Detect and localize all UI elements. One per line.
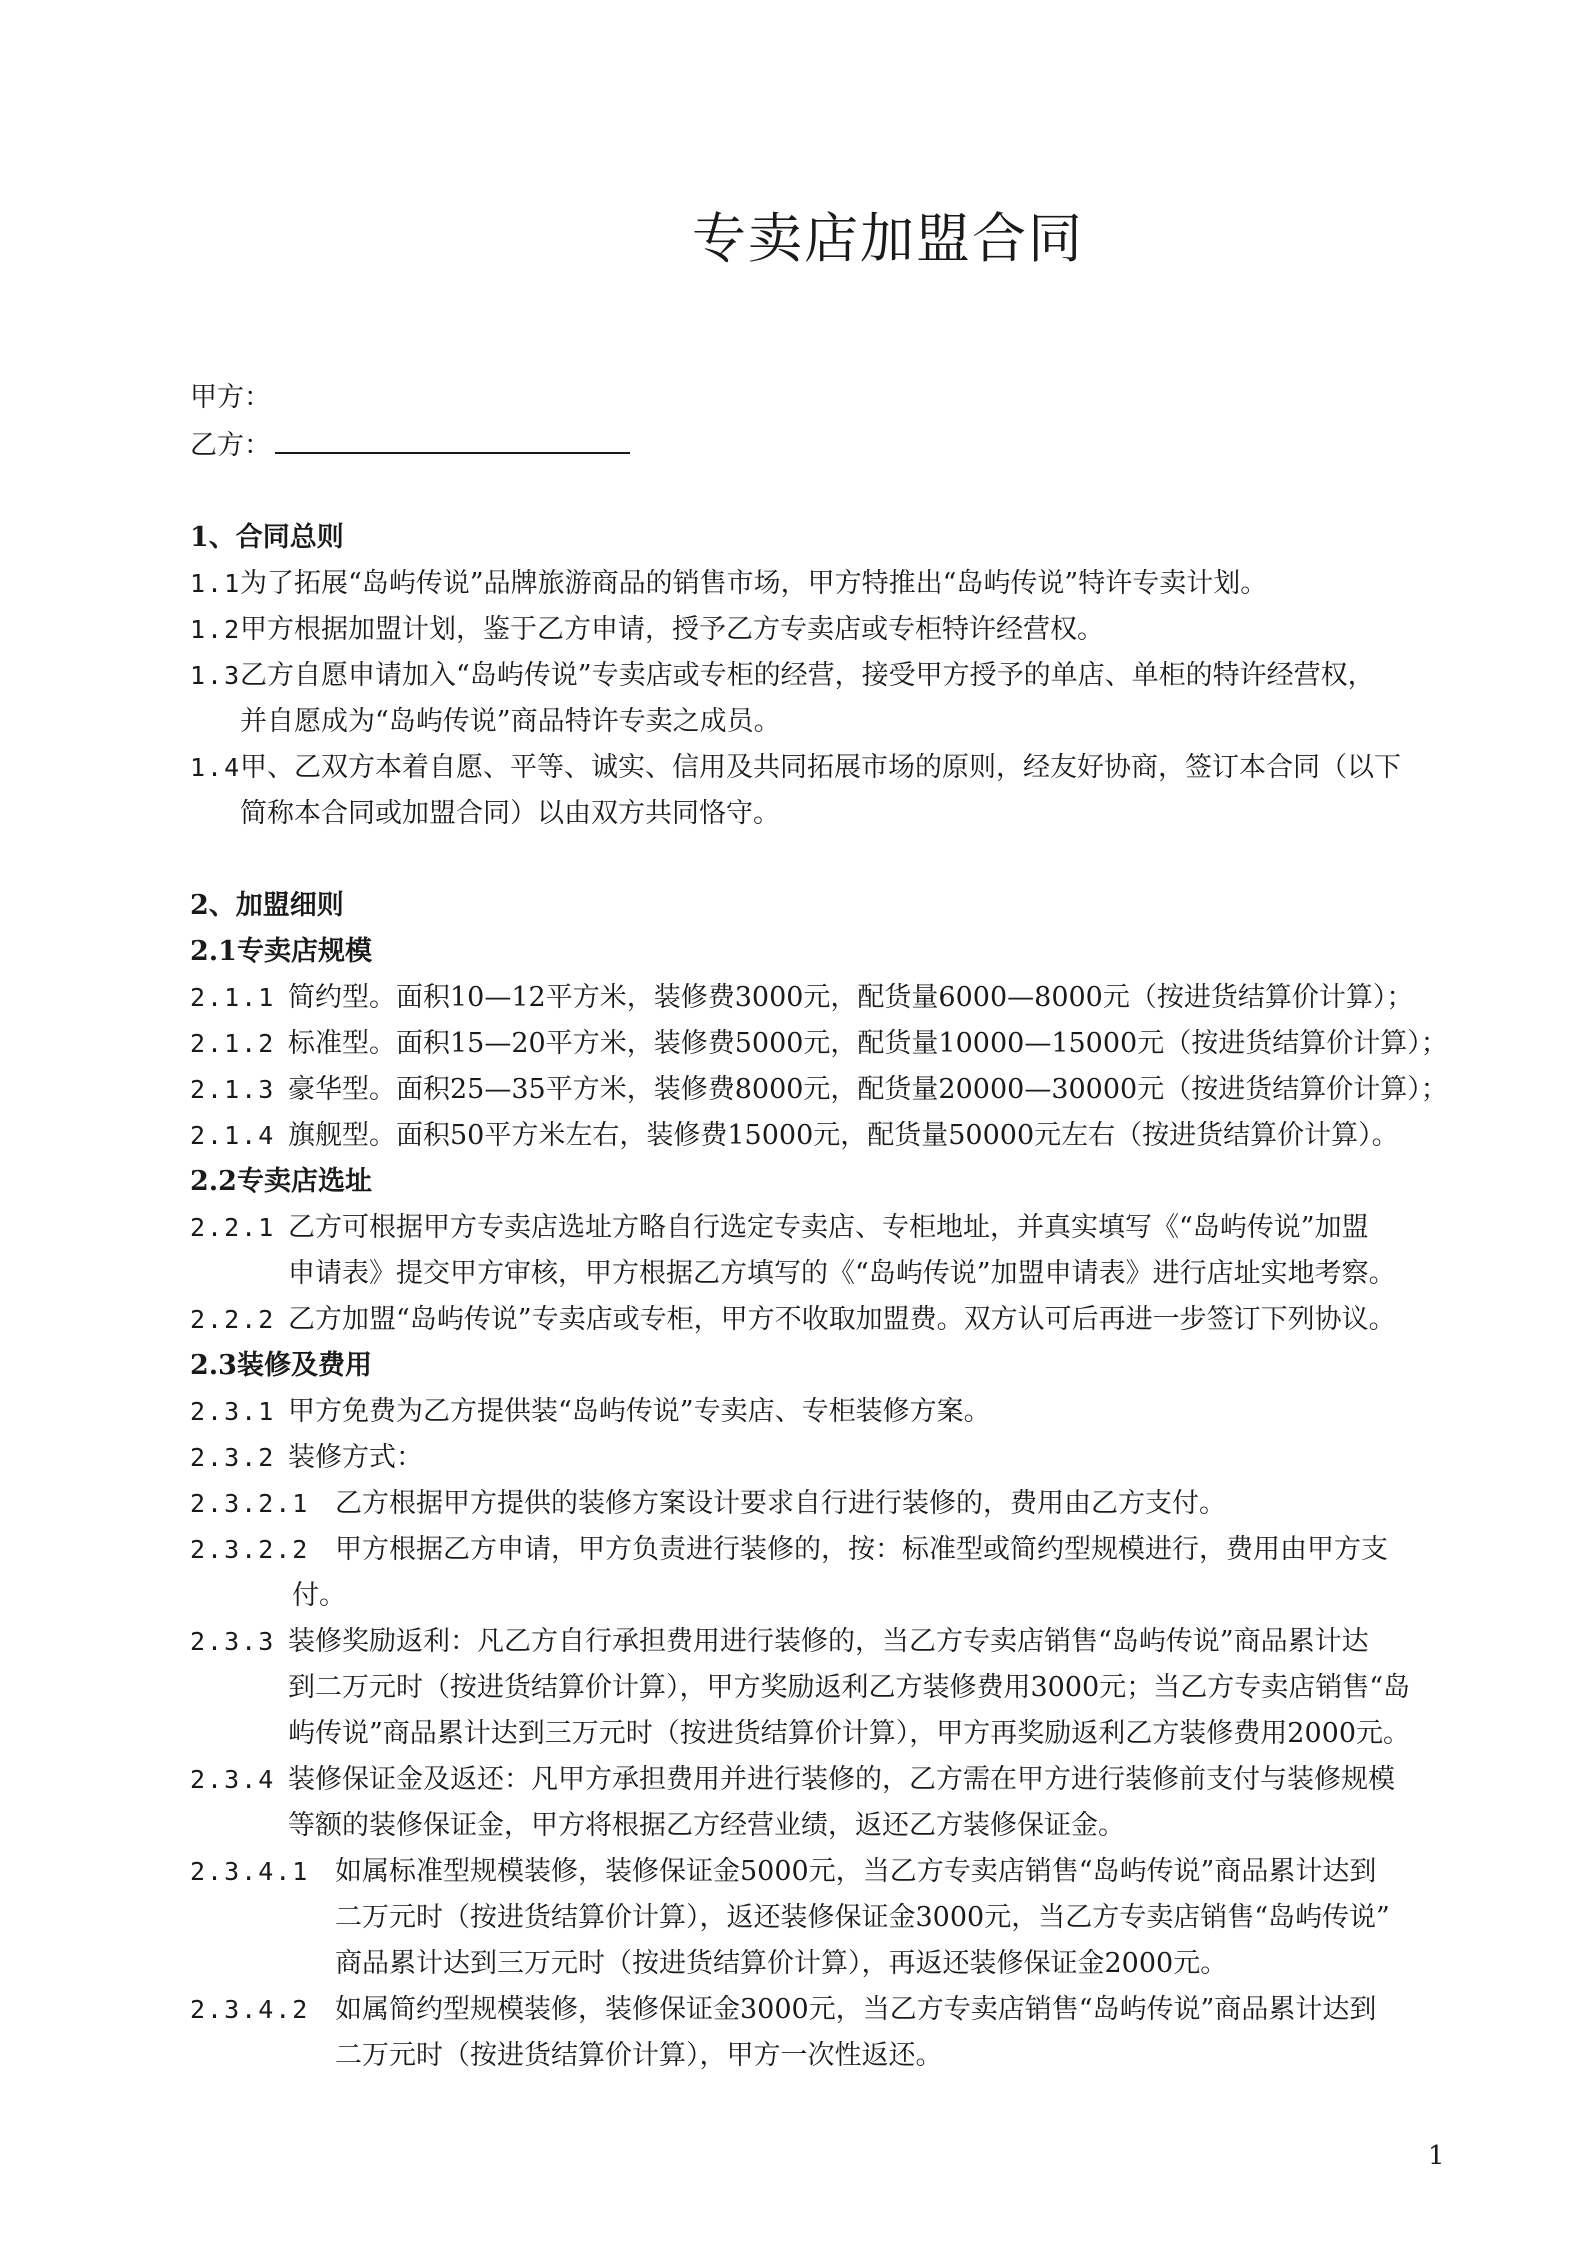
clause-text: 为了拓展“岛屿传说”品牌旅游商品的销售市场，甲方特推出“岛屿传说”特许专卖计划。 xyxy=(240,568,1268,599)
clause-number: 2.3.4.1 xyxy=(190,1857,310,1886)
clause-number: 2.1.3 xyxy=(190,1075,276,1104)
clause-2-1-1 xyxy=(190,980,1413,1016)
clause-number: 2.3.2.2 xyxy=(190,1535,310,1564)
clause-text: 乙方根据甲方提供的装修方案设计要求自行进行装修的，费用由乙方支付。 xyxy=(335,1488,1226,1519)
clause-text: 甲方免费为乙方提供装“岛屿传说”专卖店、专柜装修方案。 xyxy=(288,1396,991,1427)
clause-text: 简约型。面积10—12平方米，装修费3000元，配货量6000—8000元（按进货结算价计算）； xyxy=(288,982,1414,1013)
clause-1-3-cont: 并自愿成为“岛屿传说”商品特许专卖之成员。 xyxy=(240,706,781,737)
clause-text: 甲方根据加盟计划，鉴于乙方申请，授予乙方专卖店或专柜特许经营权。 xyxy=(240,614,1104,645)
clause-2-3-4-cont: 等额的装修保证金，甲方将根据乙方经营业绩，返还乙方装修保证金。 xyxy=(288,1810,1125,1841)
section-2-2-heading: 2.2专卖店选址 xyxy=(190,1166,372,1197)
clause-text: 标准型。面积15—20平方米，装修费5000元，配货量10000—15000元（按进货结算价计算）； xyxy=(288,1028,1448,1059)
clause-1-4 xyxy=(190,750,1401,786)
clause-text: 旗舰型。面积50平方米左右，装修费15000元，配货量50000元左右（按进货结算价计算）。 xyxy=(288,1120,1399,1151)
clause-number: 2.3.1 xyxy=(190,1397,276,1426)
clause-2-3-4-1-cont-2: 商品累计达到三万元时（按进货结算价计算），再返还装修保证金2000元。 xyxy=(335,1948,1228,1979)
clause-2-3-4-2-cont: 二万元时（按进货结算价计算），甲方一次性返还。 xyxy=(335,2040,943,2071)
clause-2-3-2-1 xyxy=(190,1486,1226,1522)
clause-text: 乙方加盟“岛屿传说”专卖店或专柜，甲方不收取加盟费。双方认可后再进一步签订下列协议。 xyxy=(288,1304,1396,1335)
clause-2-3-3-cont-1: 到二万元时（按进货结算价计算），甲方奖励返利乙方装修费用3000元；当乙方专卖店销售“岛 xyxy=(288,1672,1411,1703)
clause-text: 乙方可根据甲方专卖店选址方略自行选定专卖店、专柜地址，并真实填写《“岛屿传说”加盟 xyxy=(288,1212,1369,1243)
clause-2-3-3-cont-2: 屿传说”商品累计达到三万元时（按进货结算价计算），甲方再奖励返利乙方装修费用2000元。 xyxy=(288,1718,1411,1749)
clause-number: 1.2 xyxy=(190,615,242,644)
clause-2-1-4 xyxy=(190,1118,1399,1154)
clause-text: 豪华型。面积25—35平方米，装修费8000元，配货量20000—30000元（按进货结算价计算）； xyxy=(288,1074,1448,1105)
clause-text: 如属简约型规模装修，装修保证金3000元，当乙方专卖店销售“岛屿传说”商品累计达到 xyxy=(335,1994,1377,2025)
clause-2-3-3 xyxy=(190,1624,1369,1660)
clause-number: 1.4 xyxy=(190,753,242,782)
clause-number: 2.2.1 xyxy=(190,1213,276,1242)
clause-number: 2.1.2 xyxy=(190,1029,276,1058)
clause-text: 装修奖励返利：凡乙方自行承担费用进行装修的，当乙方专卖店销售“岛屿传说”商品累计达 xyxy=(288,1626,1369,1657)
clause-number: 2.1.4 xyxy=(190,1121,276,1150)
clause-text: 甲、乙双方本着自愿、平等、诚实、信用及共同拓展市场的原则，经友好协商，签订本合同（以下 xyxy=(240,752,1401,783)
section-1-heading: 1、合同总则 xyxy=(190,522,344,553)
clause-2-3-4-1-cont-1: 二万元时（按进货结算价计算），返还装修保证金3000元，当乙方专卖店销售“岛屿传说” xyxy=(335,1902,1390,1933)
clause-text: 装修保证金及返还：凡甲方承担费用并进行装修的，乙方需在甲方进行装修前支付与装修规模 xyxy=(288,1764,1395,1795)
party-b-label: 乙方： xyxy=(190,430,271,461)
party-b-blank-line xyxy=(275,426,630,454)
clause-text: 装修方式： xyxy=(288,1442,423,1473)
clause-2-2-1 xyxy=(190,1210,1369,1246)
clause-number: 2.3.3 xyxy=(190,1627,276,1656)
clause-number: 2.3.4 xyxy=(190,1765,276,1794)
clause-1-2 xyxy=(190,612,1104,648)
clause-2-3-2-2-cont: 付。 xyxy=(292,1580,346,1611)
clause-text: 乙方自愿申请加入“岛屿传说”专卖店或专柜的经营，接受甲方授予的单店、单柜的特许经营权， xyxy=(240,660,1375,691)
clause-1-4-cont: 简称本合同或加盟合同）以由双方共同恪守。 xyxy=(240,798,780,829)
clause-number: 2.3.2.1 xyxy=(190,1489,310,1518)
clause-number: 2.3.4.2 xyxy=(190,1995,310,2024)
clause-2-3-4-2 xyxy=(190,1992,1376,2028)
clause-text: 如属标准型规模装修，装修保证金5000元，当乙方专卖店销售“岛屿传说”商品累计达到 xyxy=(335,1856,1377,1887)
clause-text: 甲方根据乙方申请，甲方负责进行装修的，按：标准型或简约型规模进行，费用由甲方支 xyxy=(335,1534,1388,1565)
section-2-heading: 2、加盟细则 xyxy=(190,890,344,921)
clause-2-3-2 xyxy=(190,1440,423,1476)
clause-number: 1.3 xyxy=(190,661,242,690)
party-b-field xyxy=(190,426,630,464)
clause-2-3-1 xyxy=(190,1394,991,1430)
party-a-label: 甲方： xyxy=(190,382,271,413)
clause-2-3-2-2 xyxy=(190,1532,1388,1568)
section-2-1-heading: 2.1专卖店规模 xyxy=(190,936,372,967)
clause-2-3-4-1 xyxy=(190,1854,1376,1890)
section-2-3-heading: 2.3装修及费用 xyxy=(190,1350,372,1381)
clause-2-2-2 xyxy=(190,1302,1396,1338)
page-number: 1 xyxy=(1428,2141,1445,2171)
clause-2-1-2 xyxy=(190,1026,1448,1062)
clause-number: 1.1 xyxy=(190,569,242,598)
clause-2-2-1-cont: 申请表》提交甲方审核，甲方根据乙方填写的《“岛屿传说”加盟申请表》进行店址实地考察。 xyxy=(288,1258,1396,1289)
clause-number: 2.1.1 xyxy=(190,983,276,1012)
clause-1-3 xyxy=(190,658,1375,694)
clause-2-3-4 xyxy=(190,1762,1395,1798)
document-title: 专卖店加盟合同 xyxy=(692,207,1084,270)
clause-2-1-3 xyxy=(190,1072,1448,1108)
clause-1-1 xyxy=(190,566,1267,602)
clause-number: 2.2.2 xyxy=(190,1305,276,1334)
clause-number: 2.3.2 xyxy=(190,1443,276,1472)
